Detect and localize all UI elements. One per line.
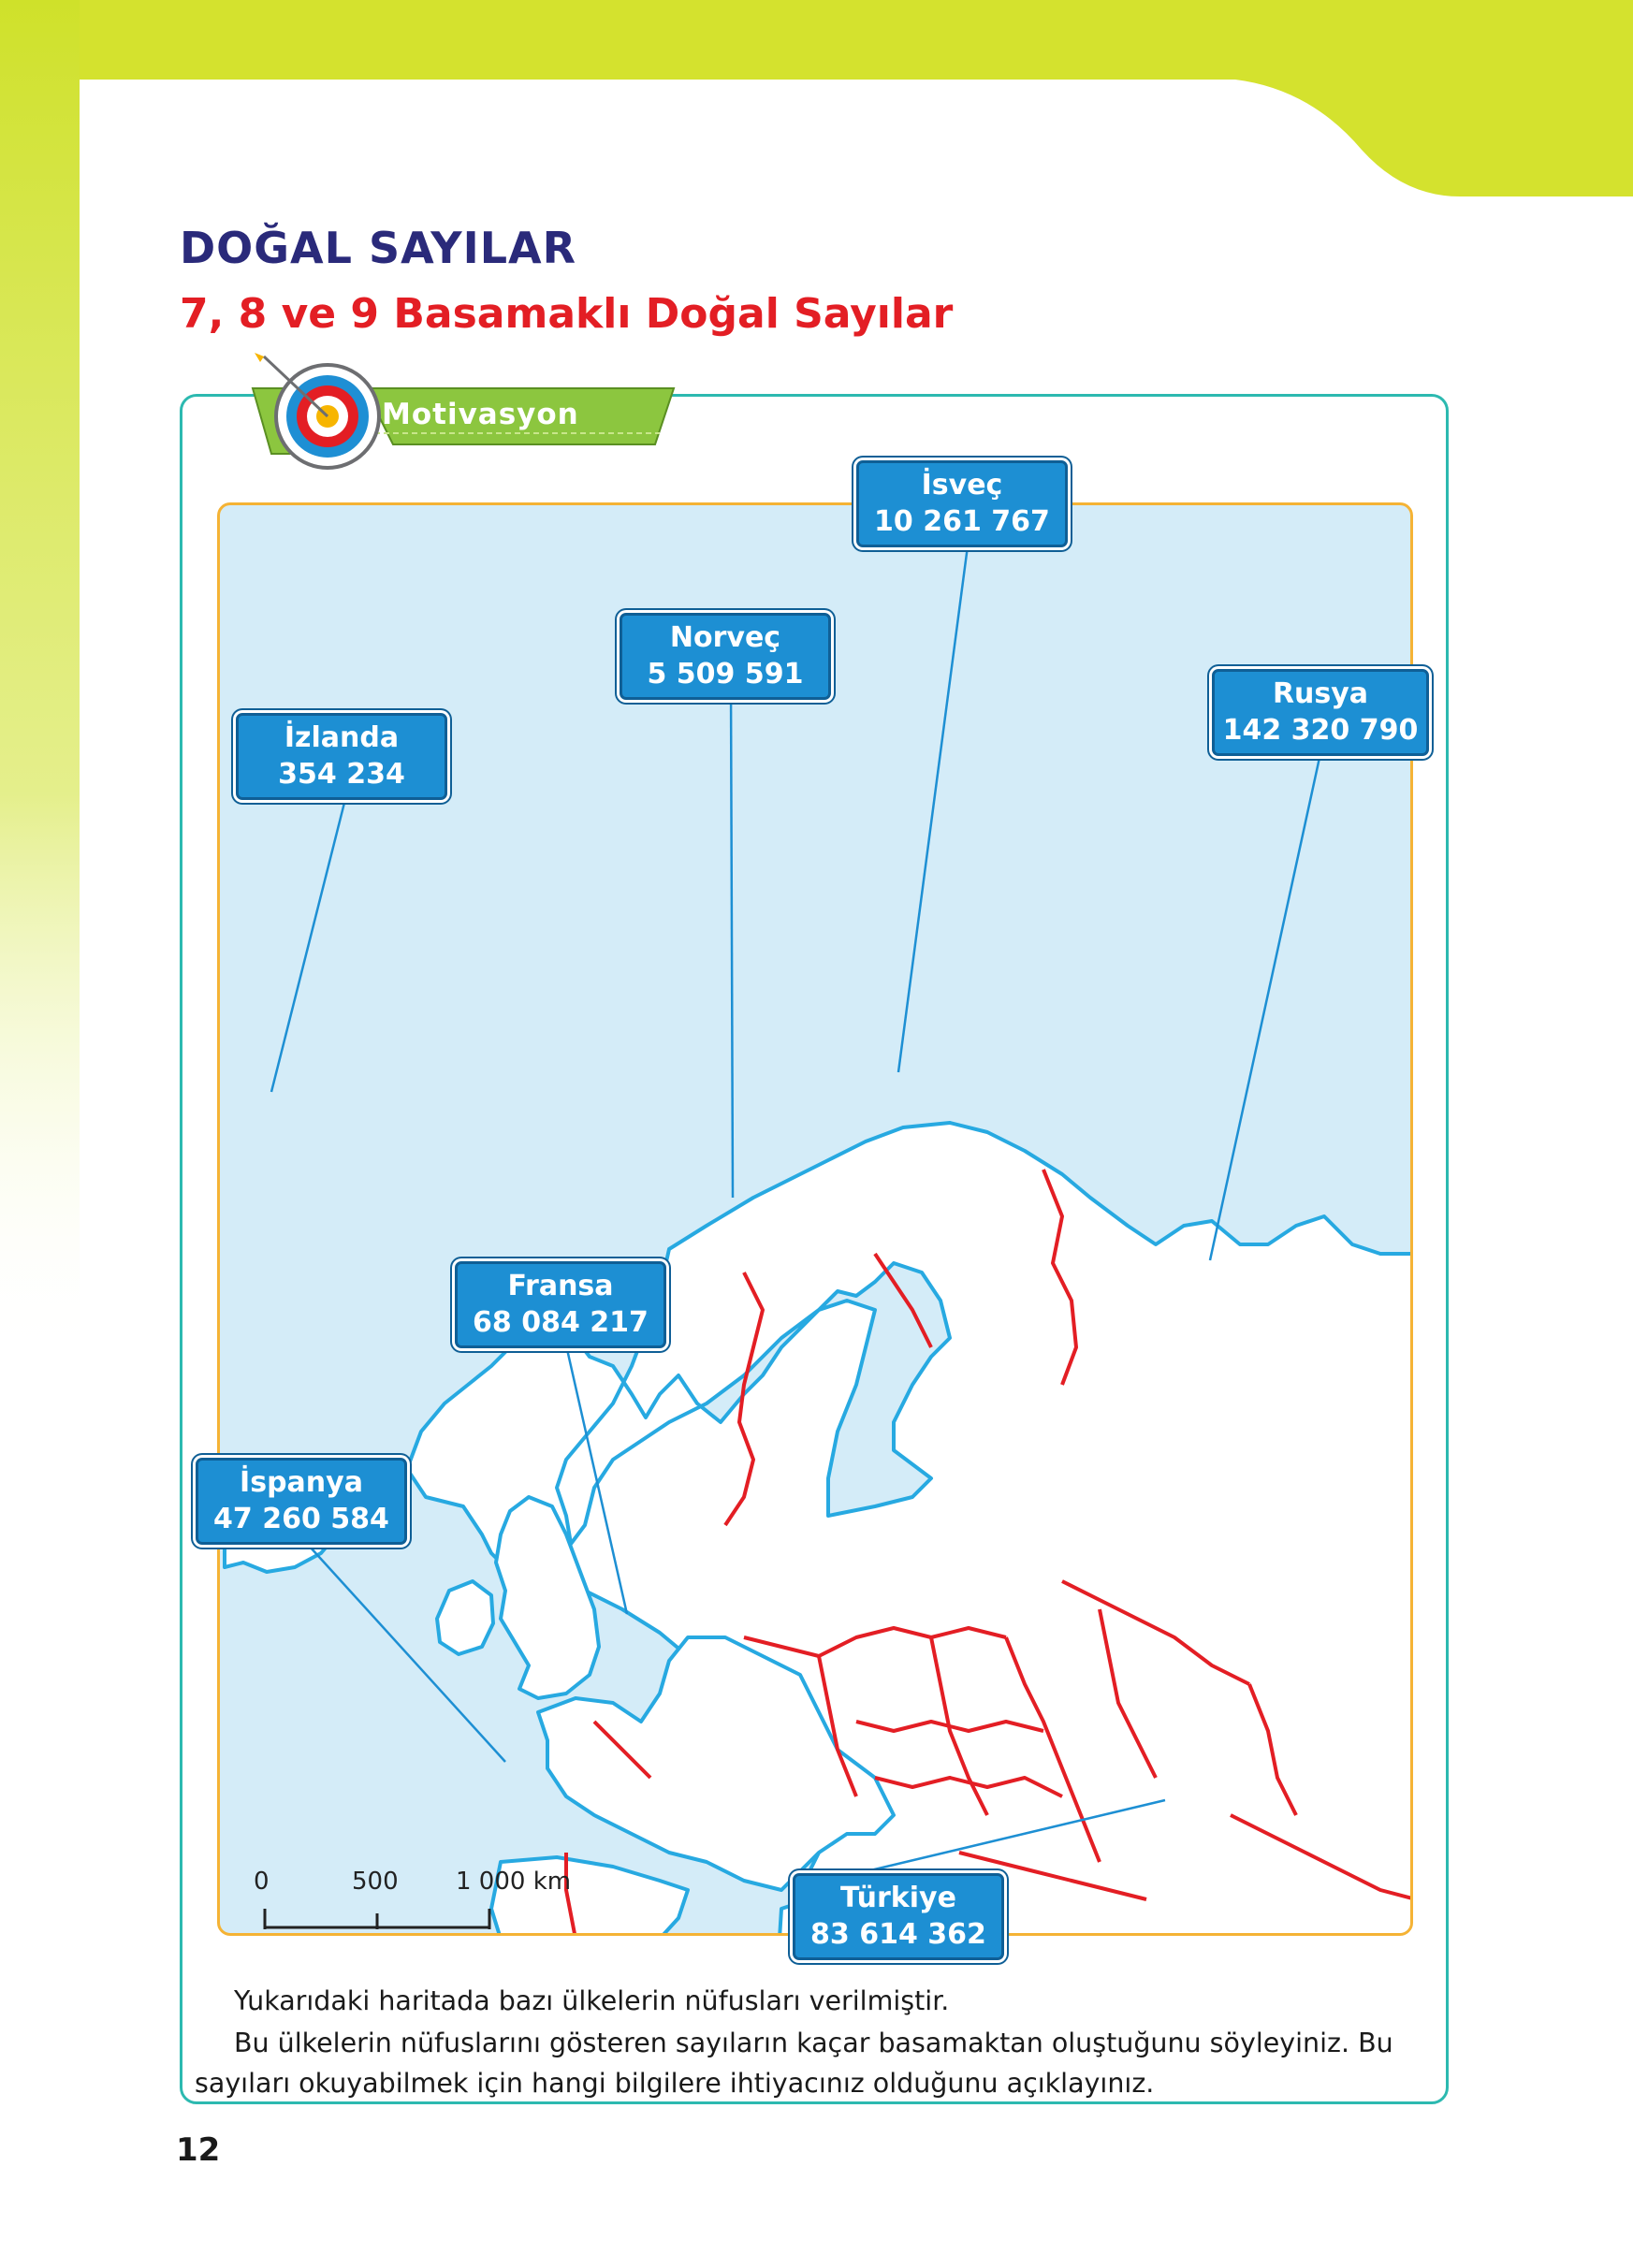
spain-population: 47 260 584: [213, 1503, 389, 1535]
france-population: 68 084 217: [473, 1306, 649, 1339]
label-sweden: [856, 460, 1068, 547]
ireland-land: [437, 1581, 493, 1654]
turkey-population: 83 614 362: [810, 1918, 986, 1951]
paragraph-question-line2: sayıları okuyabilmek için hangi bilgilere ihtiyacınız olduğunu açıklayınız.: [195, 2068, 1155, 2099]
page-title: DOĞAL SAYILAR: [180, 223, 577, 273]
scale-bar: [265, 1909, 489, 1929]
page-subtitle: 7, 8 ve 9 Basamaklı Doğal Sayılar: [180, 290, 954, 338]
paragraph-question-line1: Bu ülkelerin nüfuslarını gösteren sayıların kaçar basamaktan oluştuğunu söyleyiniz. Bu: [234, 2028, 1393, 2058]
scale-label-zero: 0: [254, 1868, 270, 1896]
norway-name: Norveç: [669, 621, 781, 654]
iceland-population: 354 234: [278, 758, 405, 791]
label-norway: [620, 613, 831, 700]
france-name: Fransa: [507, 1270, 614, 1302]
russia-population: 142 320 790: [1222, 714, 1419, 747]
norway-population: 5 509 591: [647, 658, 804, 691]
sweden-name: İsveç: [921, 469, 1003, 502]
scale-label-end: 1 000 km: [456, 1868, 572, 1896]
label-russia: [1212, 669, 1429, 756]
iceland-name: İzlanda: [284, 721, 400, 754]
sweden-population: 10 261 767: [874, 505, 1050, 538]
turkey-name: Türkiye: [840, 1882, 956, 1914]
spain-name: İspanya: [240, 1466, 363, 1499]
page-number: 12: [176, 2131, 221, 2169]
russia-name: Rusya: [1272, 677, 1369, 710]
left-color-band: [0, 0, 80, 2268]
label-turkey: [793, 1873, 1004, 1960]
label-france: [455, 1261, 666, 1348]
paragraph-intro: Yukarıdaki haritada bazı ülkelerin nüfusları verilmiştir.: [234, 1985, 950, 2016]
label-spain: [196, 1458, 407, 1545]
scale-label-mid: 500: [352, 1868, 399, 1896]
label-iceland: [236, 713, 447, 800]
motivation-label: Motivasyon: [382, 398, 579, 431]
